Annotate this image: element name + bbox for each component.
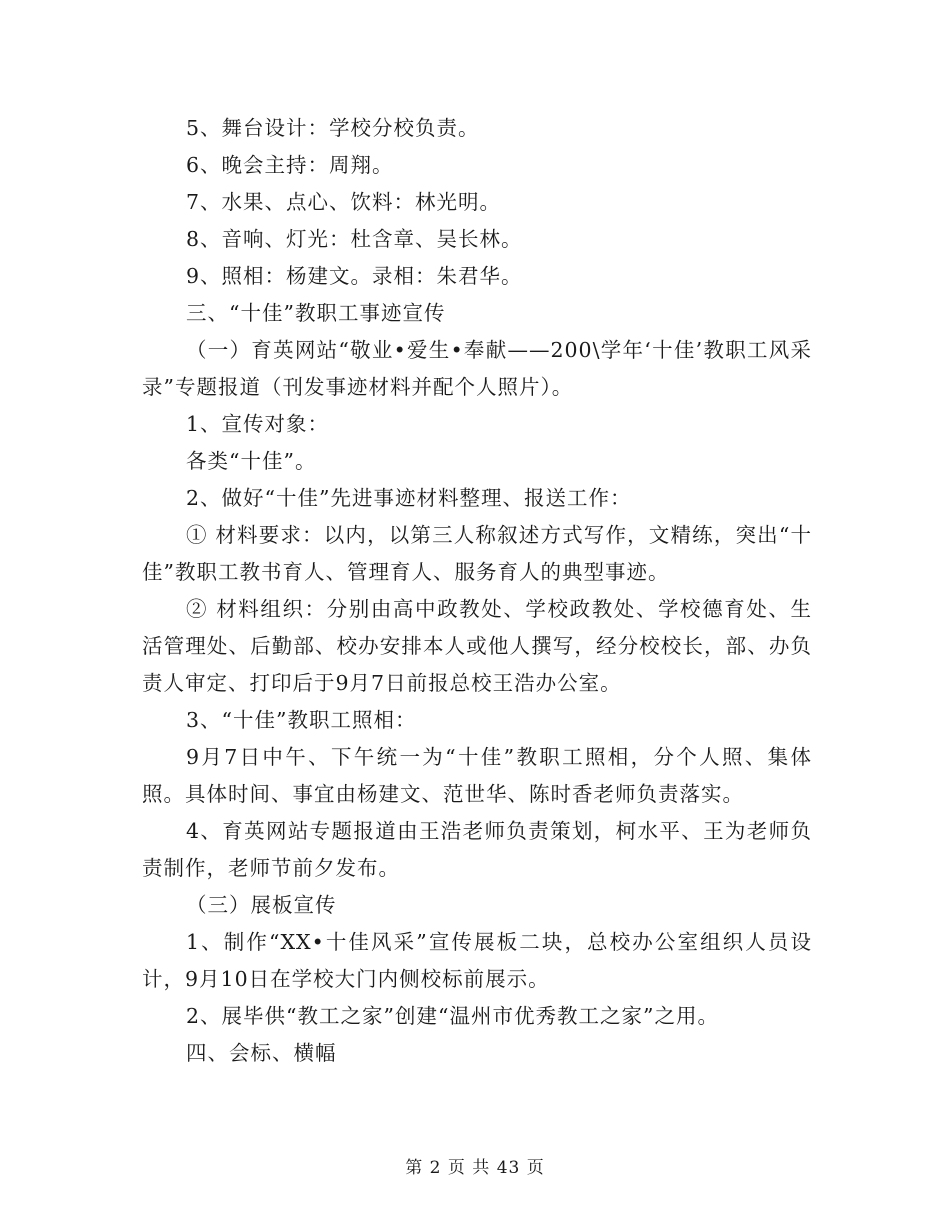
paragraph: 各类“十佳”。 xyxy=(186,449,317,473)
subsection-heading: （三）展板宣传 xyxy=(186,893,337,917)
paragraph: ① 材料要求：以内，以第三人称叙述方式写作，文精练，突出“十佳”教职工教书育人、管理育人、服务育人的典型事迹。 xyxy=(142,523,812,584)
paragraph: 7、水果、点心、饮料：林光明。 xyxy=(186,190,502,214)
section-heading: 四、会标、横幅 xyxy=(186,1041,337,1065)
paragraph: 4、育英网站专题报道由王浩老师负责策划，柯水平、王为老师负责制作，老师节前夕发布。 xyxy=(142,819,812,880)
paragraph: 2、展毕供“教工之家”创建“温州市优秀教工之家”之用。 xyxy=(186,1004,719,1028)
paragraph: 3、“十佳”教职工照相： xyxy=(186,708,417,732)
paragraph: 8、音响、灯光：杜含章、吴长林。 xyxy=(186,227,523,251)
paragraph: 9、照相：杨建文。录相：朱君华。 xyxy=(186,264,523,288)
section-heading: 三、“十佳”教职工事迹宣传 xyxy=(186,301,446,325)
paragraph: 1、宣传对象： xyxy=(186,412,330,436)
paragraph: 2、做好“十佳”先进事迹材料整理、报送工作： xyxy=(186,486,632,510)
paragraph: ② 材料组织：分别由高中政教处、学校政教处、学校德育处、生活管理处、后勤部、校办安排本人或他人撰写，经分校校长，部、办负责人审定、打印后于9月7日前报总校王浩办公室。 xyxy=(142,597,812,695)
paragraph: 1、制作“XX•十佳风采”宣传展板二块，总校办公室组织人员设计，9月10日在学校大门内侧校标前展示。 xyxy=(142,930,812,991)
page-number-footer: 第 2 页 共 43 页 xyxy=(405,1158,545,1178)
paragraph: 9月7日中午、下午统一为“十佳”教职工照相，分个人照、集体照。具体时间、事宜由杨建文、范世华、陈时香老师负责落实。 xyxy=(142,745,812,806)
subsection-heading: （一）育英网站“敬业•爱生•奉献——200\学年‘十佳’教职工风采录”专题报道（刊发事迹材料并配个人照片）。 xyxy=(142,338,812,399)
document-body xyxy=(142,110,812,1072)
paragraph: 6、晚会主持：周翔。 xyxy=(186,153,394,177)
paragraph: 5、舞台设计：学校分校负责。 xyxy=(186,116,480,140)
